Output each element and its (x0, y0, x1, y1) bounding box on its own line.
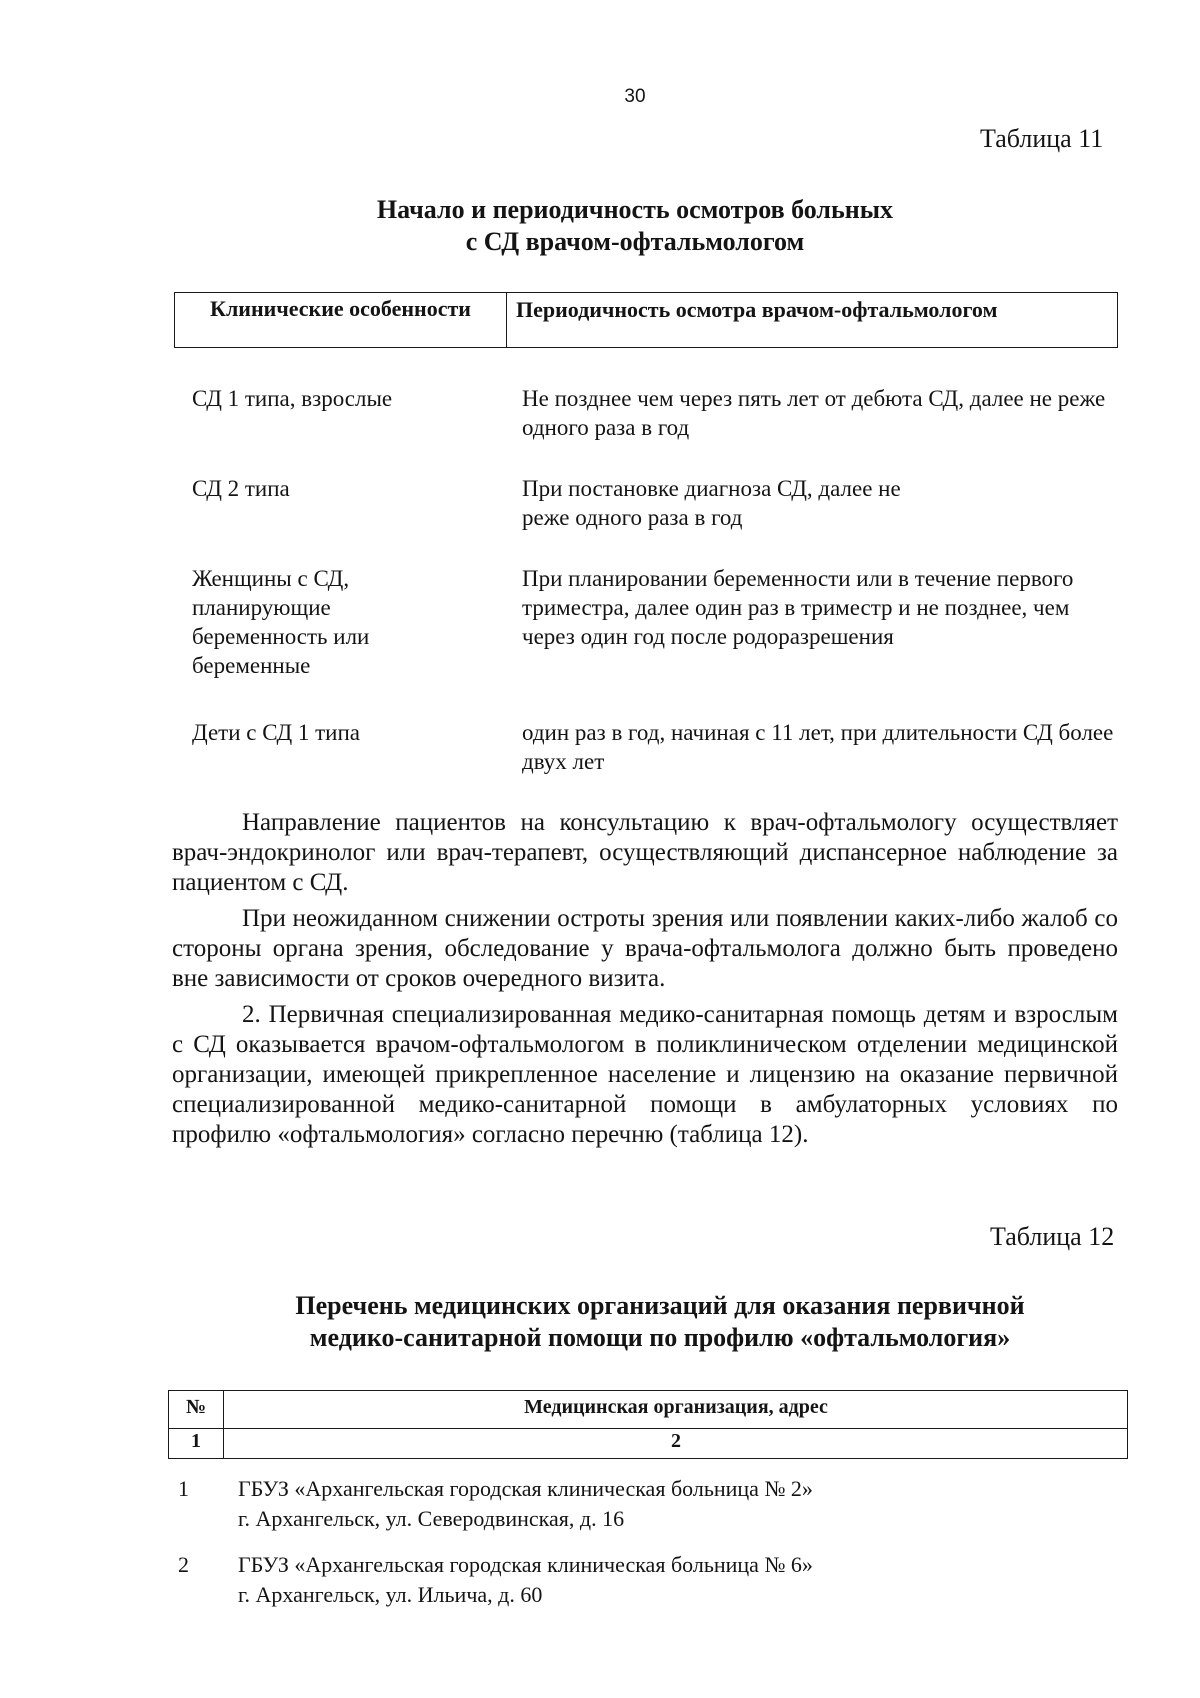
table-11-title (200, 194, 1070, 258)
table-12-header-org: Медицинская организация, адрес (524, 1396, 828, 1418)
table-12-row-number: 1 (178, 1476, 189, 1501)
table-11-title-line-1: Начало и периодичность осмотров больных (376, 195, 894, 224)
table-12-label: Таблица 12 (990, 1222, 1115, 1251)
table-11-title-line-2: с СД врачом-офтальмологом (465, 227, 805, 256)
table-11-feature: Женщины с СД, планирующие беременность или беременные (192, 566, 370, 678)
table-11-periodicity: При постановке диагноза СД, далее не реже одного раза в год (522, 476, 901, 530)
table-11-periodicity: Не позднее чем через пять лет от дебюта СД, далее не реже одного раза в год (522, 386, 1106, 440)
table-12-title-line-1: Перечень медицинских организаций для оказания первичной (295, 1291, 1025, 1320)
table-11-feature: СД 2 типа (192, 476, 290, 501)
table-11-periodicity: При планировании беременности или в течение первого триместра, далее один раз в триместр и не позднее, чем через один год после родоразрешения (522, 566, 1074, 649)
paragraph-referral: Направление пациентов на консультацию к врач-офтальмологу осуществляет врач-эндокринолог или врач-терапевт, осуществляющий диспансерное наблюдение за пациентом с СД. (172, 809, 1118, 896)
table-12-row-number: 2 (178, 1552, 189, 1577)
table-11-header-periodicity: Периодичность осмотра врачом-офтальмологом (516, 297, 998, 322)
table-12-org-address: г. Архангельск, ул. Северодвинская, д. 16 (238, 1506, 625, 1531)
table-11-header-divider (506, 293, 507, 347)
table-12-header (168, 1390, 1128, 1459)
table-12-org-name: ГБУЗ «Архангельская городская клиническая больница № 6» (238, 1552, 813, 1577)
table-12-title (210, 1290, 1110, 1354)
table-11-feature: СД 1 типа, взрослые (192, 386, 393, 411)
table-11-periodicity: один раз в год, начиная с 11 лет, при длительности СД более двух лет (522, 720, 1114, 774)
table-12-col-number-2: 2 (671, 1430, 681, 1452)
table-12-header-num: № (185, 1396, 207, 1418)
table-11-feature: Дети с СД 1 типа (192, 720, 361, 745)
paragraph-vision-loss: При неожиданном снижении остроты зрения или появлении каких-либо жалоб со стороны органа зрения, обследование у врача-офтальмолога должно быть проведено вне зависимости от сроков очередного визита. (172, 905, 1118, 992)
page-number: 30 (624, 86, 646, 107)
table-11-header (174, 292, 1118, 348)
table-12-org-address: г. Архангельск, ул. Ильича, д. 60 (238, 1582, 543, 1607)
table-12-col-number-1: 1 (191, 1430, 201, 1452)
table-12-org-name: ГБУЗ «Архангельская городская клиническая больница № 2» (238, 1476, 813, 1501)
paragraph-specialized-care: 2. Первичная специализированная медико-санитарная помощь детям и взрослым с СД оказывается врачом-офтальмологом в поликлиническом отделении медицинской организации, имеющей прикрепленное население и лицензию на оказание первичной специализированной медико-санитарной помощи в амбулаторных условиях по профилю «офтальмология» согласно перечню (таблица 12). (172, 1001, 1118, 1148)
table-11-label: Таблица 11 (980, 124, 1104, 153)
table-12-title-line-2: медико-санитарной помощи по профилю «офтальмология» (309, 1323, 1011, 1352)
table-11-header-features: Клинические особенности (210, 296, 471, 321)
